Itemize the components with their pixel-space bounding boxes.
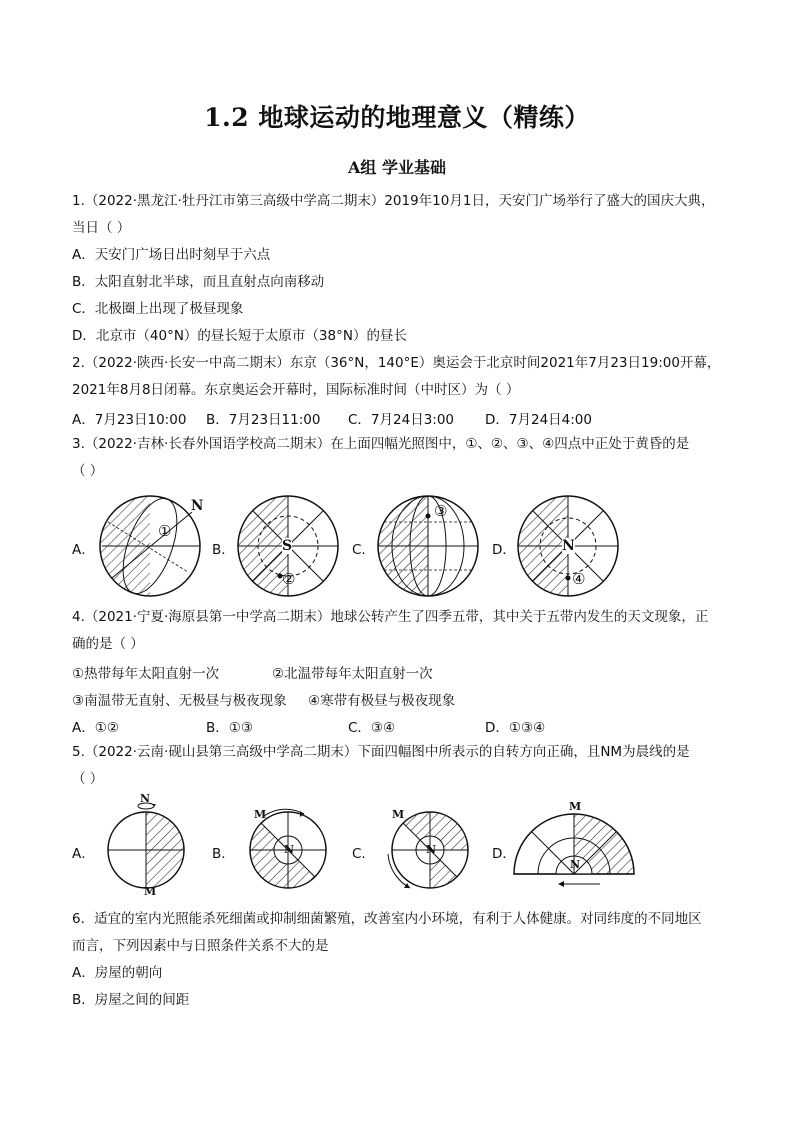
q4-item-4: ④寒带有极昼与极夜现象	[308, 693, 456, 709]
q1-option-b[interactable]: B．太阳直射北半球，而且直射点向南移动	[72, 274, 325, 290]
q2-stem-line1: 2.（2022·陕西·长安一中高二期末）东京（36°N，140°E）奥运会于北京时间2021年7月23日19:00开幕，	[72, 355, 721, 371]
q3-figure-d[interactable]	[492, 492, 632, 600]
q2-option-b[interactable]: B．7月23日11:00	[206, 412, 321, 428]
q3-figure-d-label: D．	[492, 542, 516, 558]
q1-option-c[interactable]: C．北极圈上出现了极昼现象	[72, 301, 244, 317]
illumination-globe-c	[352, 492, 492, 600]
south-pole-label: S	[282, 538, 293, 554]
q4-stem-line1: 4.（2021·宁夏·海原县第一中学高二期末）地球公转产生了四季五带，其中关于五带内发生的天文现象，正	[72, 609, 709, 625]
mark-m: M	[254, 808, 267, 821]
north-pole-label: N	[191, 498, 204, 514]
q3-figure-c-label: C．	[352, 542, 375, 558]
q4-option-b[interactable]: B．①③	[206, 720, 253, 736]
q4-option-d[interactable]: D．①③④	[485, 720, 546, 736]
rotation-globe-c	[352, 800, 492, 896]
q2-option-d[interactable]: D．7月24日4:00	[485, 412, 592, 428]
q5-figure-b[interactable]	[212, 800, 352, 896]
q2-option-c[interactable]: C．7月24日3:00	[348, 412, 455, 428]
q5-figure-d-label: D．	[492, 846, 516, 862]
rotation-globe-d	[492, 800, 652, 896]
q2-option-a[interactable]: A．7月23日10:00	[72, 412, 187, 428]
q5-figure-d[interactable]	[492, 800, 652, 896]
point-3-marker: ③	[434, 502, 448, 520]
q1-option-d[interactable]: D．北京市（40°N）的昼长短于太原市（38°N）的昼长	[72, 328, 407, 344]
rotation-globe-a	[72, 800, 212, 896]
mark-n: N	[570, 858, 581, 871]
q1-option-a[interactable]: A．天安门广场日出时刻早于六点	[72, 247, 271, 263]
q3-figure-a[interactable]	[72, 492, 212, 600]
mark-m: M	[144, 885, 157, 898]
q3-figure-b[interactable]	[212, 492, 352, 600]
q5-stem-line2: （ ）	[72, 771, 104, 787]
q1-stem-line2: 当日（ ）	[72, 220, 131, 236]
q1-stem-line1: 1.（2022·黑龙江·牡丹江市第三高级中学高二期末）2019年10月1日，天安门广场举行了盛大的国庆大典，	[72, 193, 715, 209]
mark-m: M	[392, 808, 405, 821]
q5-figure-a[interactable]	[72, 792, 212, 898]
q5-figure-c-label: C．	[352, 846, 375, 862]
rotation-globe-b	[212, 800, 352, 896]
point-2-marker: ②	[282, 570, 296, 588]
page-title: 1.2 地球运动的地理意义（精练）	[204, 103, 590, 132]
q4-option-c[interactable]: C．③④	[348, 720, 396, 736]
q3-figure-a-label: A．	[72, 542, 95, 558]
mark-n: N	[284, 843, 295, 856]
q5-stem-line1: 5.（2022·云南·砚山县第三高级中学高二期末）下面四幅图中所表示的自转方向正确，且NM为晨线的是	[72, 744, 690, 760]
point-1-marker: ①	[158, 522, 172, 540]
q4-stem-line2: 确的是（ ）	[72, 636, 144, 652]
point-4-marker: ④	[572, 570, 586, 588]
q2-stem-line2: 2021年8月8日闭幕。东京奥运会开幕时，国际标准时间（中时区）为（ ）	[72, 382, 520, 398]
q3-stem-line2: （ ）	[72, 463, 104, 479]
q3-figure-c[interactable]	[352, 492, 492, 600]
q6-option-a[interactable]: A．房屋的朝向	[72, 965, 163, 981]
q3-figure-b-label: B．	[212, 542, 235, 558]
mark-m: M	[569, 800, 582, 813]
q6-stem-line1: 6．适宜的室内光照能杀死细菌或抑制细菌繁殖，改善室内小环境，有利于人体健康。对同纬度的不同地区	[72, 911, 702, 927]
q6-stem-line2: 而言，下列因素中与日照条件关系不大的是	[72, 938, 329, 954]
q3-stem-line1: 3.（2022·吉林·长春外国语学校高二期末）在上面四幅光照图中，①、②、③、④四点中正处于黄昏的是	[72, 436, 690, 452]
q5-figures	[72, 792, 732, 898]
q4-item-3: ③南温带无直射、无极昼与极夜现象	[72, 693, 287, 709]
q4-item-2: ②北温带每年太阳直射一次	[272, 666, 433, 682]
q5-figure-b-label: B．	[212, 846, 235, 862]
q3-figures	[72, 492, 732, 600]
q4-item-1: ①热带每年太阳直射一次	[72, 666, 220, 682]
q5-figure-a-label: A．	[72, 846, 95, 862]
north-pole-label: N	[562, 538, 575, 554]
q6-option-b[interactable]: B．房屋之间的间距	[72, 992, 190, 1008]
mark-n: N	[426, 843, 437, 856]
q5-figure-c[interactable]	[352, 800, 492, 896]
mark-n: N	[140, 792, 151, 805]
q4-option-a[interactable]: A．①②	[72, 720, 119, 736]
section-heading: A组 学业基础	[348, 158, 446, 177]
